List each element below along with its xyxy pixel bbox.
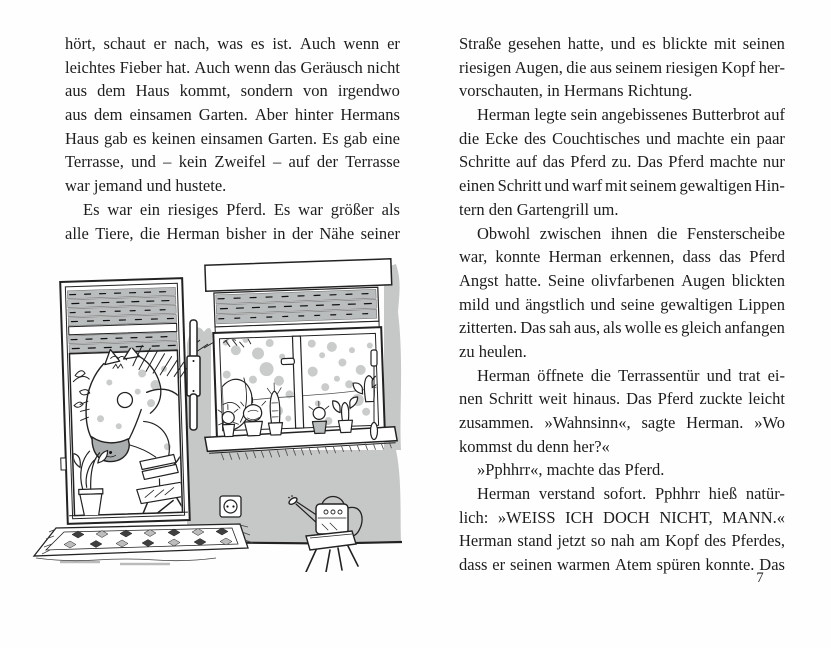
- text-line: Angst hatte. Seine olivfarbenen Augen blickten: [459, 270, 785, 290]
- text-line: war, konnte Herman erkennen, dass das Pferd: [459, 247, 785, 267]
- text-line: zusammen. »Wahnsinn«, sagte Herman. »Wo: [459, 413, 785, 432]
- text-line: Obwohl zwischen ihnen die Fensterscheibe: [477, 223, 785, 243]
- page-number: 7: [756, 570, 764, 586]
- text-line: dass er seinen warmen Atem spüren konnte. Das: [459, 555, 785, 575]
- text-line: zu heulen.: [459, 341, 527, 361]
- text-line: war jemand und hustete.: [65, 176, 227, 196]
- left-page-text: [65, 32, 400, 245]
- text-line: tern den Gartengrill um.: [459, 199, 619, 219]
- text-line: riesigen Augen, die aus seinem riesigen Kopf her-: [459, 57, 785, 77]
- text-line: aus dem Haus kommt, sondern von irgendwo: [65, 81, 400, 101]
- text-line: Straße gesehen hatte, und es blickte mit seinen: [459, 34, 785, 53]
- text-line: einen Schritt und warf mit seinem gewaltigen Hin-: [459, 176, 785, 196]
- text-line: Herman verstand sofort. Pphhrr hieß natür-: [477, 484, 785, 504]
- power-outlet: [220, 496, 241, 517]
- illustration-svg: [30, 252, 420, 572]
- text-line: mild und ängstlich und seine gewaltigen Lippen: [459, 294, 785, 314]
- window-shutter-slats: [216, 289, 377, 324]
- terrace-door: [55, 278, 194, 524]
- window: [199, 259, 398, 461]
- text-line: leichtes Fieber hat. Auch wenn das Geräusch nicht: [65, 57, 400, 77]
- book-illustration: [30, 252, 420, 577]
- text-line: aus dem einsamen Garten. Aber hinter Hermans: [65, 105, 400, 125]
- right-page-text: [459, 32, 785, 577]
- text-line: vorschauten, in Hermans Richtung.: [459, 81, 693, 101]
- horse-eye: [117, 392, 132, 407]
- text-line: die Ecke des Couchtisches und machte ein paar: [459, 128, 785, 148]
- text-line: lich: »WEISS ICH DOCH NICHT, MANN.«: [459, 507, 785, 527]
- text-line: Herman öffnete die Terrassentür und trat ei-: [477, 365, 785, 385]
- text-line: »Pphhrr«, machte das Pferd.: [477, 460, 665, 480]
- text-line: Herman legte sein angebissenes Butterbrot auf: [477, 105, 785, 125]
- text-line: Herman stand jetzt so nah am Kopf des Pferdes,: [459, 531, 785, 551]
- text-line: hört, schaut er nach, was es ist. Auch wenn er: [65, 34, 400, 53]
- text-line: kommst du denn her?«: [459, 436, 610, 456]
- text-line: Terrasse, und – kein Zweifel – auf der Terrasse: [65, 152, 400, 172]
- text-line: Schritte auf das Pferd zu. Das Pferd machte nur: [459, 152, 785, 172]
- text-line: alle Tiere, die Herman bisher in der Nähe seiner: [65, 223, 400, 243]
- window-handle: [281, 358, 294, 364]
- text-line: zitterten. Das sah aus, als wolle es gleich anfangen: [459, 318, 785, 338]
- text-line: nen Schritt weit hinaus. Das Pferd zuckte leicht: [459, 389, 785, 409]
- text-line: Haus gab es keinen einsamen Garten. Es gab eine: [65, 128, 400, 148]
- text-line: Es war ein riesiges Pferd. Es war größer als: [83, 199, 400, 219]
- door-hinge: [61, 458, 66, 470]
- rug: [34, 524, 253, 564]
